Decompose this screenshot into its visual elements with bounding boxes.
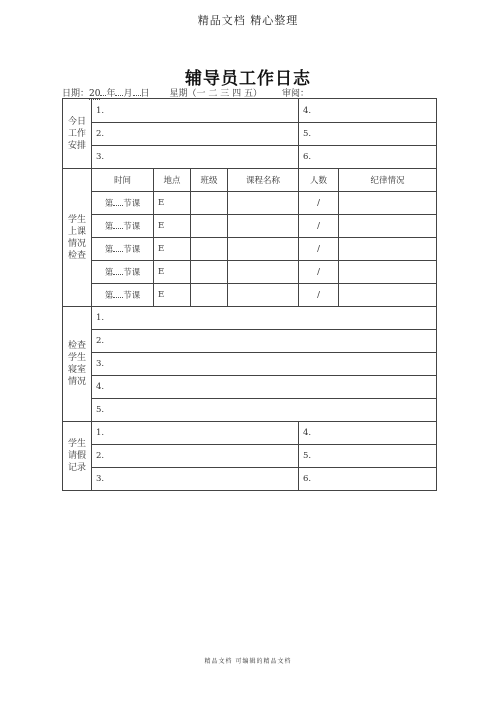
class-check-section-label: 学生上课情况检查: [63, 169, 92, 307]
class-location-cell[interactable]: E: [154, 215, 191, 238]
class-discipline-cell[interactable]: [339, 215, 437, 238]
class-count-cell[interactable]: /: [299, 215, 339, 238]
table-row: [63, 192, 437, 215]
month-label: 月: [123, 89, 133, 99]
class-course-cell[interactable]: [228, 261, 299, 284]
class-time-cell[interactable]: 第 节课: [92, 284, 154, 307]
day-label: 日: [140, 89, 150, 99]
schedule-item-6[interactable]: 6.: [299, 146, 437, 169]
year-label: 年: [106, 89, 116, 99]
dorm-item-3[interactable]: 3.: [92, 353, 437, 376]
document-title: 辅导员工作日志: [185, 69, 311, 89]
header-class: 班级: [191, 169, 228, 192]
page-header: 精品文档 精心整理: [197, 14, 299, 27]
schedule-item-5[interactable]: 5.: [299, 123, 437, 146]
schedule-item-4[interactable]: 4.: [299, 99, 437, 123]
work-log-table: [62, 98, 437, 491]
weekday-label: 星期（一 二 三 四 五）: [169, 89, 262, 99]
table-row: [63, 215, 437, 238]
table-row: [63, 261, 437, 284]
dorm-section-label: 检查学生寝室情况: [63, 307, 92, 422]
leave-item-5[interactable]: 5.: [299, 445, 437, 468]
class-count-cell[interactable]: /: [299, 238, 339, 261]
dorm-item-4[interactable]: 4.: [92, 376, 437, 399]
class-discipline-cell[interactable]: [339, 238, 437, 261]
header-course-name: 课程名称: [228, 169, 299, 192]
header-location: 地点: [154, 169, 191, 192]
leave-section-label: 学生请假记录: [63, 422, 92, 491]
class-location-cell[interactable]: E: [154, 192, 191, 215]
class-time-cell[interactable]: 第 节课: [92, 238, 154, 261]
header-time: 时间: [92, 169, 154, 192]
class-class-cell[interactable]: [191, 284, 228, 307]
class-class-cell[interactable]: [191, 192, 228, 215]
class-class-cell[interactable]: [191, 238, 228, 261]
schedule-item-3[interactable]: 3.: [92, 146, 299, 169]
table-row: [63, 238, 437, 261]
class-discipline-cell[interactable]: [339, 261, 437, 284]
page-footer: 精品文档 可编辑的精品文档: [204, 658, 292, 665]
schedule-item-2[interactable]: 2.: [92, 123, 299, 146]
leave-item-2[interactable]: 2.: [92, 445, 299, 468]
class-course-cell[interactable]: [228, 284, 299, 307]
year-field[interactable]: 20: [89, 89, 101, 99]
month-blank[interactable]: [115, 95, 123, 96]
class-time-cell[interactable]: 第 节课: [92, 261, 154, 284]
dorm-item-1[interactable]: 1.: [92, 307, 437, 330]
class-time-cell[interactable]: 第 节课: [92, 192, 154, 215]
schedule-item-1[interactable]: 1.: [92, 99, 299, 123]
class-class-cell[interactable]: [191, 215, 228, 238]
class-count-cell[interactable]: /: [299, 192, 339, 215]
leave-item-6[interactable]: 6.: [299, 468, 437, 491]
class-course-cell[interactable]: [228, 238, 299, 261]
class-course-cell[interactable]: [228, 215, 299, 238]
leave-item-4[interactable]: 4.: [299, 422, 437, 445]
review-label: 审阅：: [281, 89, 309, 99]
leave-item-3[interactable]: 3.: [92, 468, 299, 491]
header-discipline: 纪律情况: [339, 169, 437, 192]
class-location-cell[interactable]: E: [154, 284, 191, 307]
class-class-cell[interactable]: [191, 261, 228, 284]
day-blank[interactable]: [133, 95, 141, 96]
class-location-cell[interactable]: E: [154, 261, 191, 284]
class-count-cell[interactable]: /: [299, 284, 339, 307]
class-count-cell[interactable]: /: [299, 261, 339, 284]
dorm-item-5[interactable]: 5.: [92, 399, 437, 422]
leave-item-1[interactable]: 1.: [92, 422, 299, 445]
class-time-cell[interactable]: 第 节课: [92, 215, 154, 238]
table-row: [63, 284, 437, 307]
class-discipline-cell[interactable]: [339, 192, 437, 215]
dorm-item-2[interactable]: 2.: [92, 330, 437, 353]
class-location-cell[interactable]: E: [154, 238, 191, 261]
date-label: 日期：: [62, 89, 90, 99]
schedule-section-label: 今日工作安排: [63, 99, 92, 169]
header-count: 人数: [299, 169, 339, 192]
class-course-cell[interactable]: [228, 192, 299, 215]
class-discipline-cell[interactable]: [339, 284, 437, 307]
